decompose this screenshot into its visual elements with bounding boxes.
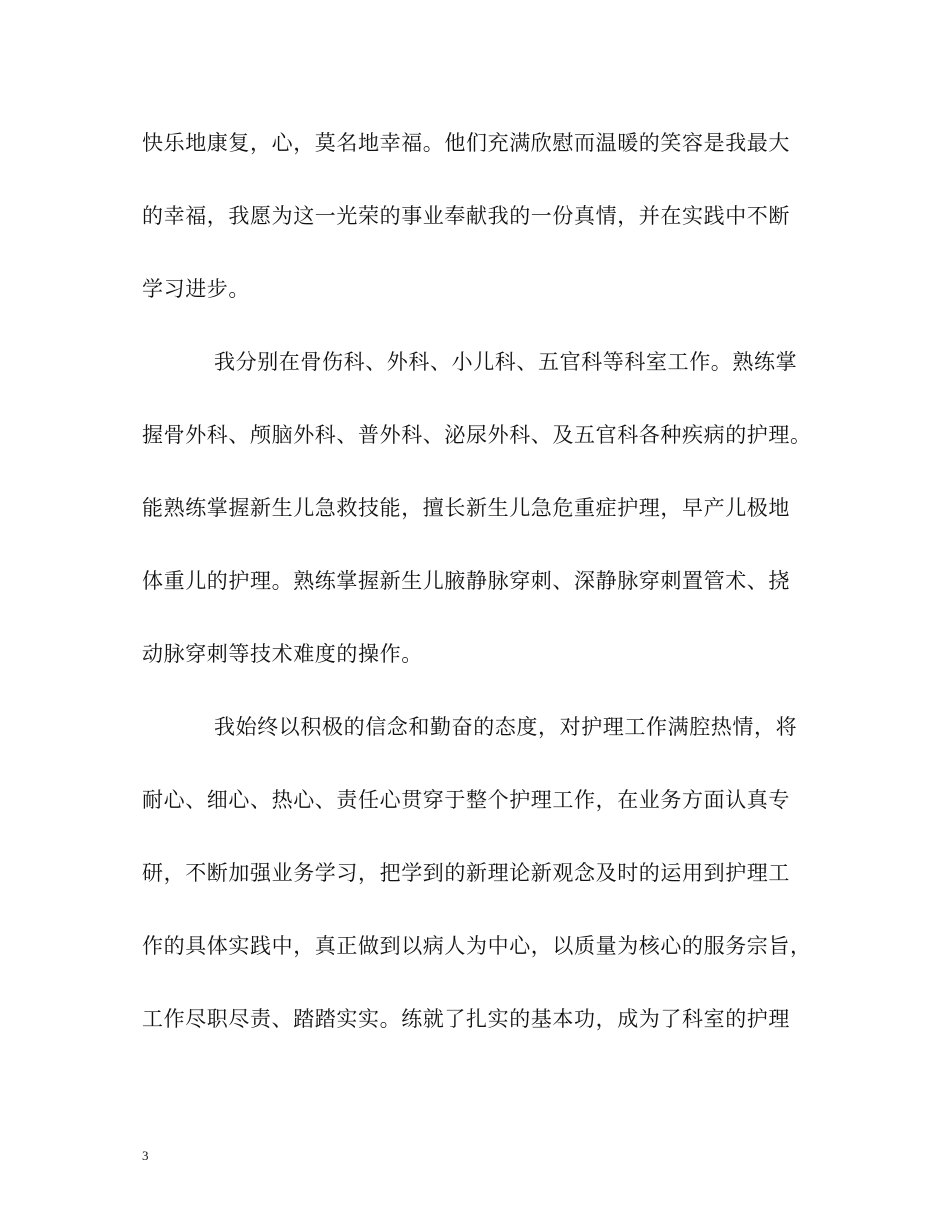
text-line-8: 动脉穿刺等技术难度的操作。 — [142, 642, 423, 666]
text-line-4: 我分别在骨伤科、外科、小儿科、五官科等科室工作。熟练掌 — [214, 350, 798, 374]
text-line-6: 能熟练掌握新生儿急救技能，擅长新生儿急危重症护理，早产儿极地 — [142, 496, 790, 520]
text-line-9: 我始终以积极的信念和勤奋的态度，对护理工作满腔热情，将 — [214, 715, 798, 739]
text-line-2: 的幸福，我愿为这一光荣的事业奉献我的一份真情，并在实践中不断 — [142, 204, 790, 228]
text-line-3: 学习进步。 — [142, 277, 250, 301]
text-line-10: 耐心、细心、热心、责任心贯穿于整个护理工作，在业务方面认真专 — [142, 788, 790, 812]
text-line-12: 作的具体实践中，真正做到以病人为中心，以质量为核心的服务宗旨， — [142, 934, 812, 958]
text-line-7: 体重儿的护理。熟练掌握新生儿腋静脉穿刺、深静脉穿刺置管术、挠 — [142, 569, 790, 593]
text-line-13: 工作尽职尽责、踏踏实实。练就了扎实的基本功，成为了科室的护理 — [142, 1007, 790, 1031]
text-line-1: 快乐地康复，心，莫名地幸福。他们充满欣慰而温暖的笑容是我最大 — [142, 131, 790, 155]
text-line-5: 握骨外科、颅脑外科、普外科、泌尿外科、及五官科各种疾病的护理。 — [142, 423, 812, 447]
text-line-11: 研，不断加强业务学习，把学到的新理论新观念及时的运用到护理工 — [142, 861, 790, 885]
page-number: 3 — [142, 1148, 149, 1163]
